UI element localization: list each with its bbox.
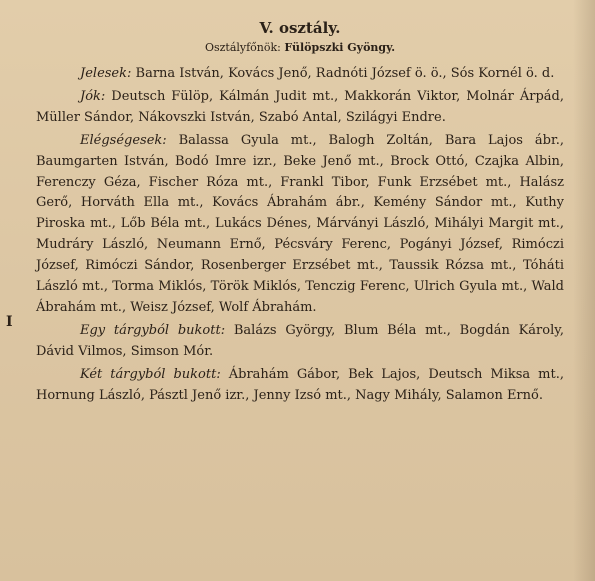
section-ket-targybol-bukott bbox=[36, 365, 564, 407]
section-label: Két tárgyból bukott: bbox=[80, 366, 221, 382]
page-edge-shadow bbox=[573, 0, 595, 581]
section-text: Balázs György, Blum Béla mt., Bogdán Károly, Dávid Vilmos, Simson Mór. bbox=[36, 322, 565, 359]
section-label: Egy tárgyból bukott: bbox=[80, 322, 226, 338]
section-label: Elégségesek: bbox=[80, 132, 167, 148]
section-label: Jók: bbox=[80, 88, 106, 104]
section-text: Balassa Gyula mt., Balogh Zoltán, Bara Lajos ábr., Baumgarten István, Bodó Imre izr., Beke Jenő mt., Brock Ottó, Czajka Albin, Ferenczy Géza, Fischer Róza mt., Frankl Tibor, Funk Erzsébet mt., Halász Gerő, Horváth Ella mt., Kovács Ábrahám ábr., Kemény Sándor mt., Kuthy Piroska mt., Lőb Béla mt., Lukács Dénes, Márványi László, Mihályi Margit mt., Mudráry László, Neumann Ernő, Pécsváry Ferenc, Pogányi József, Rimóczi József, Rimóczi Sándor, Rosenberger Erzsébet mt., Taussik Rózsa mt., Tóháti László mt., Torma Miklós, Török Miklós, Tenczig Ferenc, Ulrich Gyula mt., Wald Ábrahám mt., Weisz József, Wolf Ábrahám. bbox=[36, 132, 564, 315]
page-title: V. osztály. bbox=[259, 19, 341, 37]
section-jelesek bbox=[36, 64, 564, 85]
section-label: Jelesek: bbox=[80, 66, 132, 81]
page-content bbox=[36, 18, 564, 409]
subtitle-name: Fülöpszki Gyöngy. bbox=[284, 41, 396, 54]
section-text: Deutsch Fülöp, Kálmán Judit mt., Makkorán Viktor, Molnár Árpád, Müller Sándor, Nákovszki István, Szabó Antal, Szilágyi Endre. bbox=[36, 88, 564, 125]
section-elegsegesek bbox=[36, 131, 564, 319]
section-text: Barna István, Kovács Jenő, Radnóti József ö. ö., Sós Kornél ö. d. bbox=[135, 66, 555, 81]
margin-mark: I bbox=[6, 314, 13, 330]
section-text: Ábrahám Gábor, Bek Lajos, Deutsch Miksa mt., Hornung László, Pásztl Jenő izr., Jenny Izsó mt., Nagy Mihály, Salamon Ernő. bbox=[36, 366, 564, 403]
page-subtitle bbox=[36, 39, 564, 56]
section-jok bbox=[36, 87, 564, 129]
subtitle-label: Osztályfőnök: bbox=[204, 41, 281, 54]
section-egy-targybol-bukott bbox=[36, 321, 564, 363]
